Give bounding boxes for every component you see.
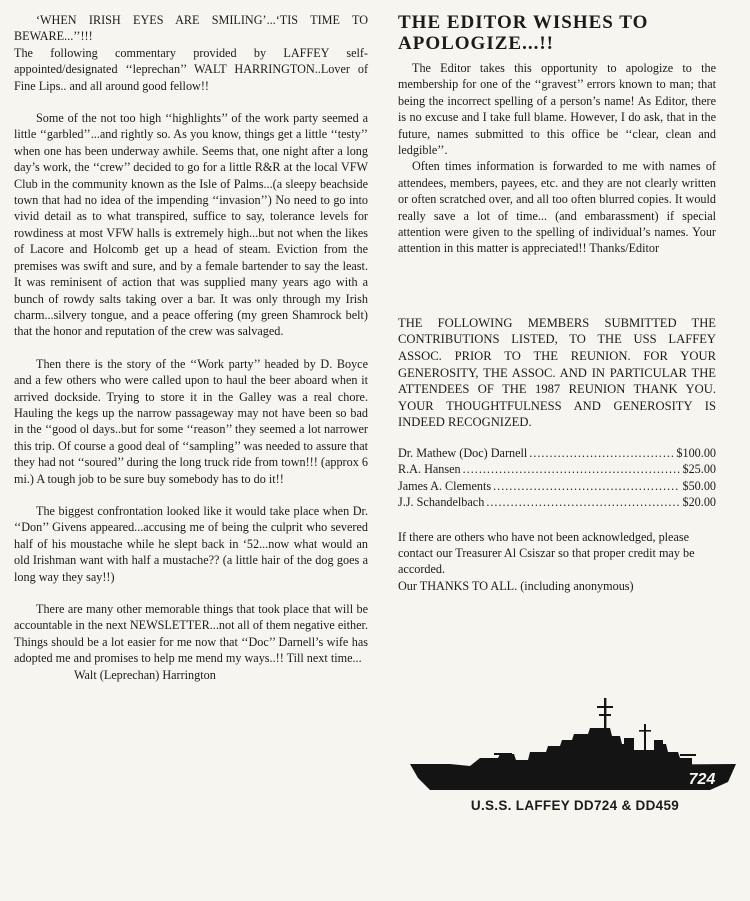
contributor-name: R.A. Hansen bbox=[398, 462, 461, 477]
editor-apology-title: THE EDITOR WISHES TO APOLOGIZE...!! bbox=[398, 12, 649, 54]
leader-dots bbox=[493, 478, 680, 494]
commentary-paragraph-3: The biggest confrontation looked like it would take place when Dr. ‘‘Don’’ Givens appeared...accusing me of being the culprit who severed half of his moustache while he slept back in ‘52...now what would an old Irishman want with half a mustache?? (a little hair of the dog goes a long way they say!!) bbox=[14, 503, 368, 584]
commentary-intro-text: The following commentary provided by LAFFEY self-appointed/designated ‘‘leprechan’’ WALT HARRINGTON..Lover of Fine Lips.. and all around good fellow!! bbox=[14, 45, 368, 93]
acknowledgement-note: If there are others who have not been acknowledged, please contact our Treasurer Al Csiszar so that proper credit may be accorded. bbox=[398, 529, 695, 577]
members-heading: THE FOLLOWING MEMBERS SUBMITTED THE CONTRIBUTIONS LISTED, TO THE USS LAFFEY ASSOC. PRIOR TO THE REUNION. FOR YOUR GENEROSITY, THE ASSOC. AND IN PARTICULAR THE ATTENDEES OF THE 1987 REUNION THANK YOU. YOUR THOUGHTFULNESS AND GENEROSITY IS INDEED RECOGNIZED. bbox=[398, 315, 716, 430]
commentary-signature: Walt (Leprechan) Harrington bbox=[74, 667, 216, 682]
contribution-amount: $25.00 bbox=[682, 462, 716, 477]
ship-caption: U.S.S. LAFFEY DD724 & DD459 bbox=[470, 798, 680, 813]
contribution-row bbox=[398, 445, 716, 461]
editor-paragraph-1: The Editor takes this opportunity to apologize to the membership for one of the ‘‘gravest’’ errors known to man; that being the incorrect spelling of a person’s name! As Editor, there is no excuse and I take full blame. However, I do ask, that in the future, names submitted to this office be ‘‘clear, clean and ledgible’’. bbox=[398, 61, 716, 158]
contribution-row bbox=[398, 461, 716, 477]
ship-hull-number: 724 bbox=[688, 771, 716, 788]
commentary-paragraph-4: There are many other memorable things that took place that will be accountable in the next NEWSLETTER...not all of them negative either. Things should be a lot easier for me now that ‘‘Doc’’ Darnell’s wife has adopted me and promises to help me mend my ways..!! Till next time... bbox=[14, 602, 368, 666]
commentary-intro bbox=[14, 12, 368, 94]
contributor-name: J.J. Schandelbach bbox=[398, 495, 485, 510]
contribution-amount: $20.00 bbox=[682, 495, 716, 510]
contribution-amount: $100.00 bbox=[676, 446, 716, 461]
contribution-row bbox=[398, 494, 716, 510]
contributor-name: James A. Clements bbox=[398, 478, 492, 493]
ship-hull bbox=[410, 698, 736, 790]
commentary-paragraph-1: Some of the not too high ‘‘highlights’’ of the work party seemed a little ‘‘garbled’’...and rightly so. As you know, things get a little ‘‘testy’’ when one has been underway awhile. Seems that, one night after a long day’s work, the ‘‘crew’’ decided to go for a little R&R at the local VFW Club in the community known as the Isle of Palms...(a sleepy beachside town that had no idea of the impending ‘‘invasion’’) No need to go into vivid detail as to what transpired, suffice to say, tolerance levels for rowdiness at most VFW halls is extremely high...but not when the likes of Lacore and Holcomb get up a head of steam. Eviction from the premises was swift and sure, and by a female bartender to say the least. It was reminisent of action that was supplied many years ago with a bunch of rowdy salts taking over a bar. It was only through my Irish charm...silvery tongue, and a peace offering (my green Shamrock belt) that the honor and reputation of the crew was salvaged. bbox=[14, 111, 368, 339]
leader-dots bbox=[463, 461, 681, 477]
leader-dots bbox=[529, 445, 674, 461]
commentary-title: ‘WHEN IRISH EYES ARE SMILING’...‘TIS TIME TO BEWARE...’’!!! bbox=[14, 13, 368, 44]
contributor-name: Dr. Mathew (Doc) Darnell bbox=[398, 446, 528, 461]
editor-paragraph-2: Often times information is forwarded to me with names of attendees, members, payees, etc. and they are not clearly written or often scratched over, and all too often blurred copies. It would really save a lot of time... (and embarassment) if special attention were given to the spelling of individual’s names. Your attention in this matter is appreciated!! Thanks/Editor bbox=[398, 159, 716, 256]
contribution-row bbox=[398, 478, 716, 494]
right-column bbox=[398, 12, 716, 594]
destroyer-silhouette-icon bbox=[410, 698, 740, 794]
contributions-list bbox=[398, 445, 716, 511]
thanks-note: Our THANKS TO ALL. (including anonymous) bbox=[398, 578, 634, 593]
left-column bbox=[14, 12, 368, 683]
contribution-amount: $50.00 bbox=[682, 478, 716, 493]
commentary-paragraph-2: Then there is the story of the ‘‘Work party’’ headed by D. Boyce and a few others who were called upon to haul the beer aboard when it arrived dockside. Trying to store it in the Galley was a real chore. Hauling the kegs up the narrow passageway may not have been so bad in the ‘‘good ol days..but for some ‘‘reason’’ they seemed a lot narrower this trip. Of course a good deal of ‘‘sampling’’ was needed to assure that they had not ‘‘soured’’ during the long truck ride from town!!! (approx 6 mi.) A tough job to be sure buy somebody has to do it!! bbox=[14, 356, 368, 486]
leader-dots bbox=[486, 494, 680, 510]
